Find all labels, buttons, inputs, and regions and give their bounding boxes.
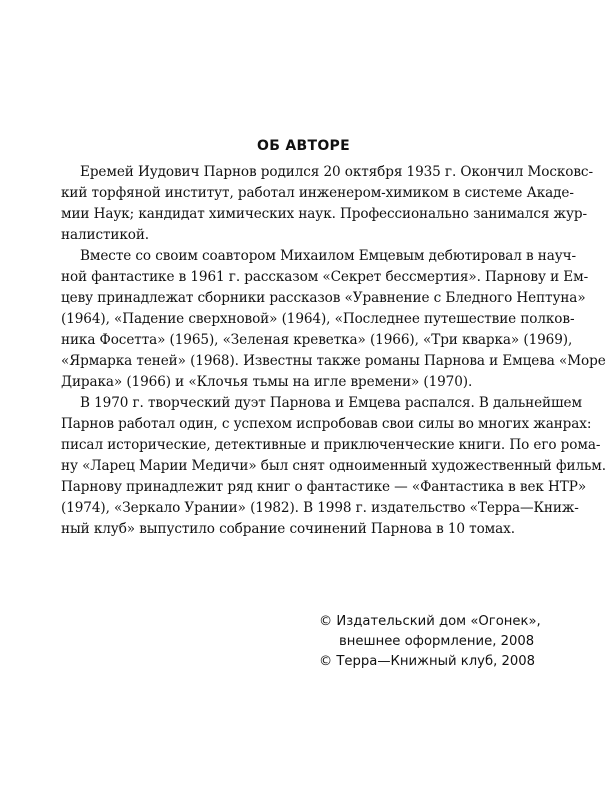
body-text-line: В 1970 г. творческий дуэт Парнова и Емцева распался. В дальнейшем	[80, 395, 582, 411]
body-text-line: Вместе со своим соавтором Михаилом Емцевым дебютировал в науч-	[80, 248, 576, 264]
body-text-line: кий торфяной институт, работал инженером-химиком в системе Акаде-	[61, 185, 574, 201]
copyright-publisher-line: © Издательский дом «Огонек»,	[319, 614, 541, 629]
body-text-line: ный клуб» выпустило собрание сочинений Парнова в 10 томах.	[61, 521, 515, 537]
copyright-design-line: внешнее оформление, 2008	[339, 634, 535, 649]
body-text-line: налистикой.	[61, 227, 150, 243]
body-text-line: «Ярмарка теней» (1968). Известны также романы Парнова и Емцева «Море	[61, 353, 606, 369]
body-text-line: Парнов работал один, с успехом испробовав свои силы во многих жанрах:	[61, 416, 592, 432]
body-text-line: Еремей Иудович Парнов родился 20 октября 1935 г. Окончил Московс-	[80, 164, 593, 180]
body-text-line: (1964), «Падение сверхновой» (1964), «Последнее путешествие полков-	[61, 311, 575, 327]
body-text-line: ну «Ларец Марии Медичи» был снят одноименный художественный фильм.	[61, 458, 607, 474]
body-text-line: мии Наук; кандидат химических наук. Профессионально занимался жур-	[61, 206, 587, 222]
body-text-line: цеву принадлежат сборники рассказов «Уравнение с Бледного Нептуна»	[61, 290, 586, 306]
body-text-line: (1974), «Зеркало Урании» (1982). В 1998 г. издательство «Терра—Книж-	[61, 500, 579, 516]
body-text-line: Парнову принадлежит ряд книг о фантастике — «Фантастика в век НТР»	[61, 479, 587, 495]
body-text-line: Дирака» (1966) и «Клочья тьмы на игле времени» (1970).	[61, 374, 473, 390]
copyright-terra-line: © Терра—Книжный клуб, 2008	[319, 654, 536, 669]
body-text-line: писал исторические, детективные и приключенческие книги. По его рома-	[61, 437, 601, 453]
body-text-line: ника Фосетта» (1965), «Зеленая креветка» (1966), «Три кварка» (1969),	[61, 332, 573, 348]
body-text-line: ной фантастике в 1961 г. рассказом «Секрет бессмертия». Парнову и Ем-	[61, 269, 589, 285]
section-heading: ОБ АВТОРЕ	[257, 138, 350, 154]
